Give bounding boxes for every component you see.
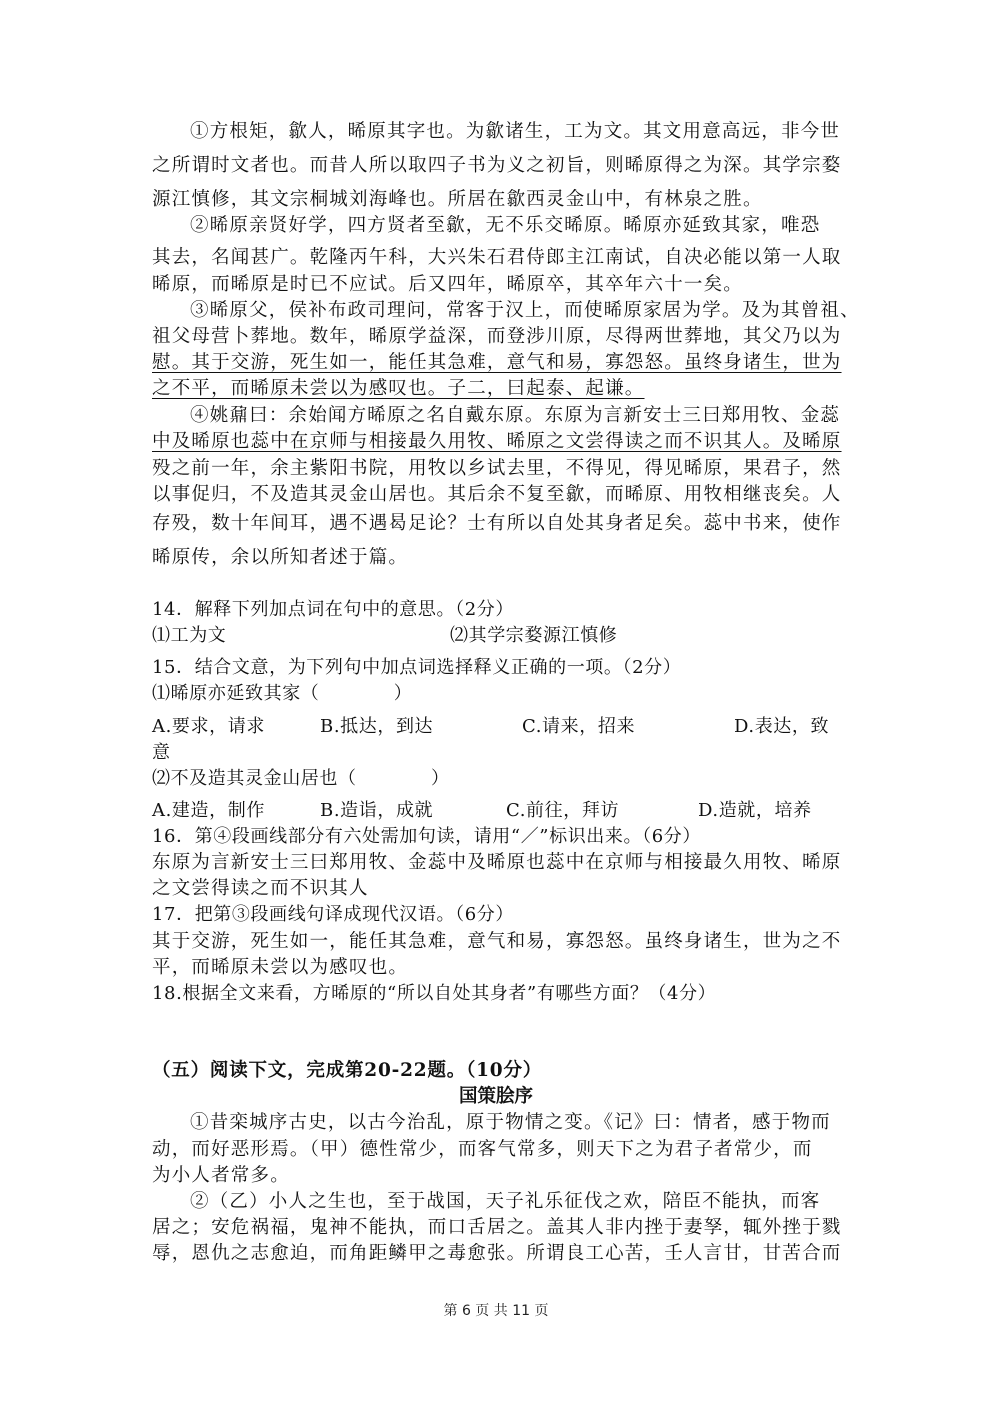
passage-line: ③晞原父，侯补布政司理问，常客于汉上，而使晞原家居为学。及为其曾祖、 — [190, 300, 860, 321]
passage-line: ②（乙）小人之生也，至于战国，天子礼乐征伐之欢，陪臣不能执，而客 — [190, 1191, 821, 1212]
section-heading: （五）阅读下文，完成第20-22题。（10分） — [152, 1060, 543, 1081]
question-16-text: 之文尝得读之而不识其人 — [152, 878, 369, 899]
question-16-text: 东原为言新安士三曰郑用牧、金蕊中及晞原也蕊中在京师与相接最久用牧、晞原 — [152, 852, 842, 873]
question-17-text: 其于交游，死生如一，能任其急难，意气和易，寡怨怒。虽终身诸生，世为之不 — [152, 931, 842, 952]
passage-line: 之所谓时文者也。而昔人所以取四子书为义之初旨，则晞原得之为深。其学宗婺 — [152, 155, 842, 176]
passage-line: 源江慎修，其文宗桐城刘海峰也。所居在歙西灵金山中，有林泉之胜。 — [152, 189, 763, 210]
question-15-1: ⑴晞原亦延致其家（ ） — [152, 683, 413, 704]
option-b: B.造诣，成就 — [320, 800, 434, 821]
passage-line: 动，而好恶形焉。（甲）德性常少，而客气常多，则天下之为君子者常少，而 — [152, 1139, 813, 1160]
question-18: 18.根据全文来看，方晞原的“所以自处其身者”有哪些方面？（4分） — [152, 983, 717, 1004]
passage-line: 以事促归，不及造其灵金山居也。其后余不复至歙，而晞原、用牧相继丧矣。人 — [152, 484, 842, 505]
passage-line: 其去，名闻甚广。乾隆丙午科，大兴朱石君侍郎主江南试，自决必能以第一人取 — [152, 247, 842, 268]
question-15-2: ⑵不及造其灵金山居也（ ） — [152, 768, 450, 789]
passage-line: ②晞原亲贤好学，四方贤者至歙，无不乐交晞原。晞原亦延致其家，唯恐 — [190, 215, 821, 236]
option-d: D.造就，培养 — [698, 800, 812, 821]
passage-line: 晞原，而晞原是时已不应试。后又四年，晞原卒，其卒年六十一矣。 — [152, 274, 744, 295]
question-14-b: ⑵其学宗婺源江慎修 — [450, 625, 618, 646]
passage-line: 殁之前一年，余主紫阳书院，用牧以乡试去里，不得见，得见晞原，果君子，然 — [152, 458, 842, 479]
page-footer: 第 6 页 共 11 页 — [443, 1303, 549, 1319]
passage-line: ①方根矩，歙人，晞原其字也。为歙诸生，工为文。其文用意高远，非今世 — [190, 121, 841, 142]
passage-line: 晞原传，余以所知者述于篇。 — [152, 547, 409, 568]
passage-line-underlined: 中及晞原也蕊中在京师与相接最久用牧、晞原之文尝得读之而不识其人。及晞原 — [152, 431, 842, 452]
question-14-a: ⑴工为文 — [152, 625, 227, 646]
option-d: D.表达，致 — [734, 716, 830, 737]
passage-line: 祖父母营卜葬地。数年，晞原学益深，而登涉川原，尽得两世葬地，其父乃以为 — [152, 326, 842, 347]
option-d-wrap: 意 — [152, 742, 171, 763]
question-16: 16．第④段画线部分有六处需加句读，请用“／”标识出来。（6分） — [152, 826, 701, 847]
question-17: 17．把第③段画线句译成现代汉语。（6分） — [152, 904, 514, 925]
option-a: A.要求，请求 — [152, 716, 265, 737]
passage-line: 辱，恩仇之志愈迫，而角距鳞甲之毒愈张。所谓良工心苦，壬人言甘，甘苦合而 — [152, 1243, 842, 1264]
passage-line — [152, 376, 842, 402]
option-a: A.建造，制作 — [152, 800, 265, 821]
passage-line: 为小人者常多。 — [152, 1165, 290, 1186]
option-c: C.请来，招来 — [522, 716, 636, 737]
option-c: C.前往，拜访 — [506, 800, 620, 821]
question-17-text: 平，而晞原未尝以为感叹也。 — [152, 957, 409, 978]
passage-line: 存殁，数十年间耳，遇不遇曷足论？士有所以自处其身者足矣。蕊中书来，使作 — [152, 513, 842, 534]
passage-line: 居之；安危祸福，鬼神不能执，而口舌居之。盖其人非内挫于妻孥，辄外挫于戮 — [152, 1217, 842, 1238]
question-14: 14．解释下列加点词在句中的意思。（2分） — [152, 599, 514, 620]
passage-line: ④姚鼐曰：余始闻方晞原之名自戴东原。东原为言新安士三曰郑用牧、金蕊 — [190, 405, 841, 426]
passage-line: ①昔栾城序古史，以古今治乱，原于物情之变。《记》曰：情者，感于物而 — [190, 1112, 831, 1133]
option-b: B.抵达，到达 — [320, 716, 434, 737]
question-15: 15．结合文意，为下列句中加点词选择释义正确的一项。（2分） — [152, 657, 682, 678]
section-title: 国策脍序 — [458, 1086, 533, 1107]
passage-line-underlined: 慰。其于交游，死生如一，能任其急难，意气和易，寡怨怒。虽终身诸生，世为 — [152, 352, 842, 373]
underlined-part: 之不平，而晞原未尝以为感叹也。子二，曰起泰、起谦。 — [152, 378, 645, 399]
